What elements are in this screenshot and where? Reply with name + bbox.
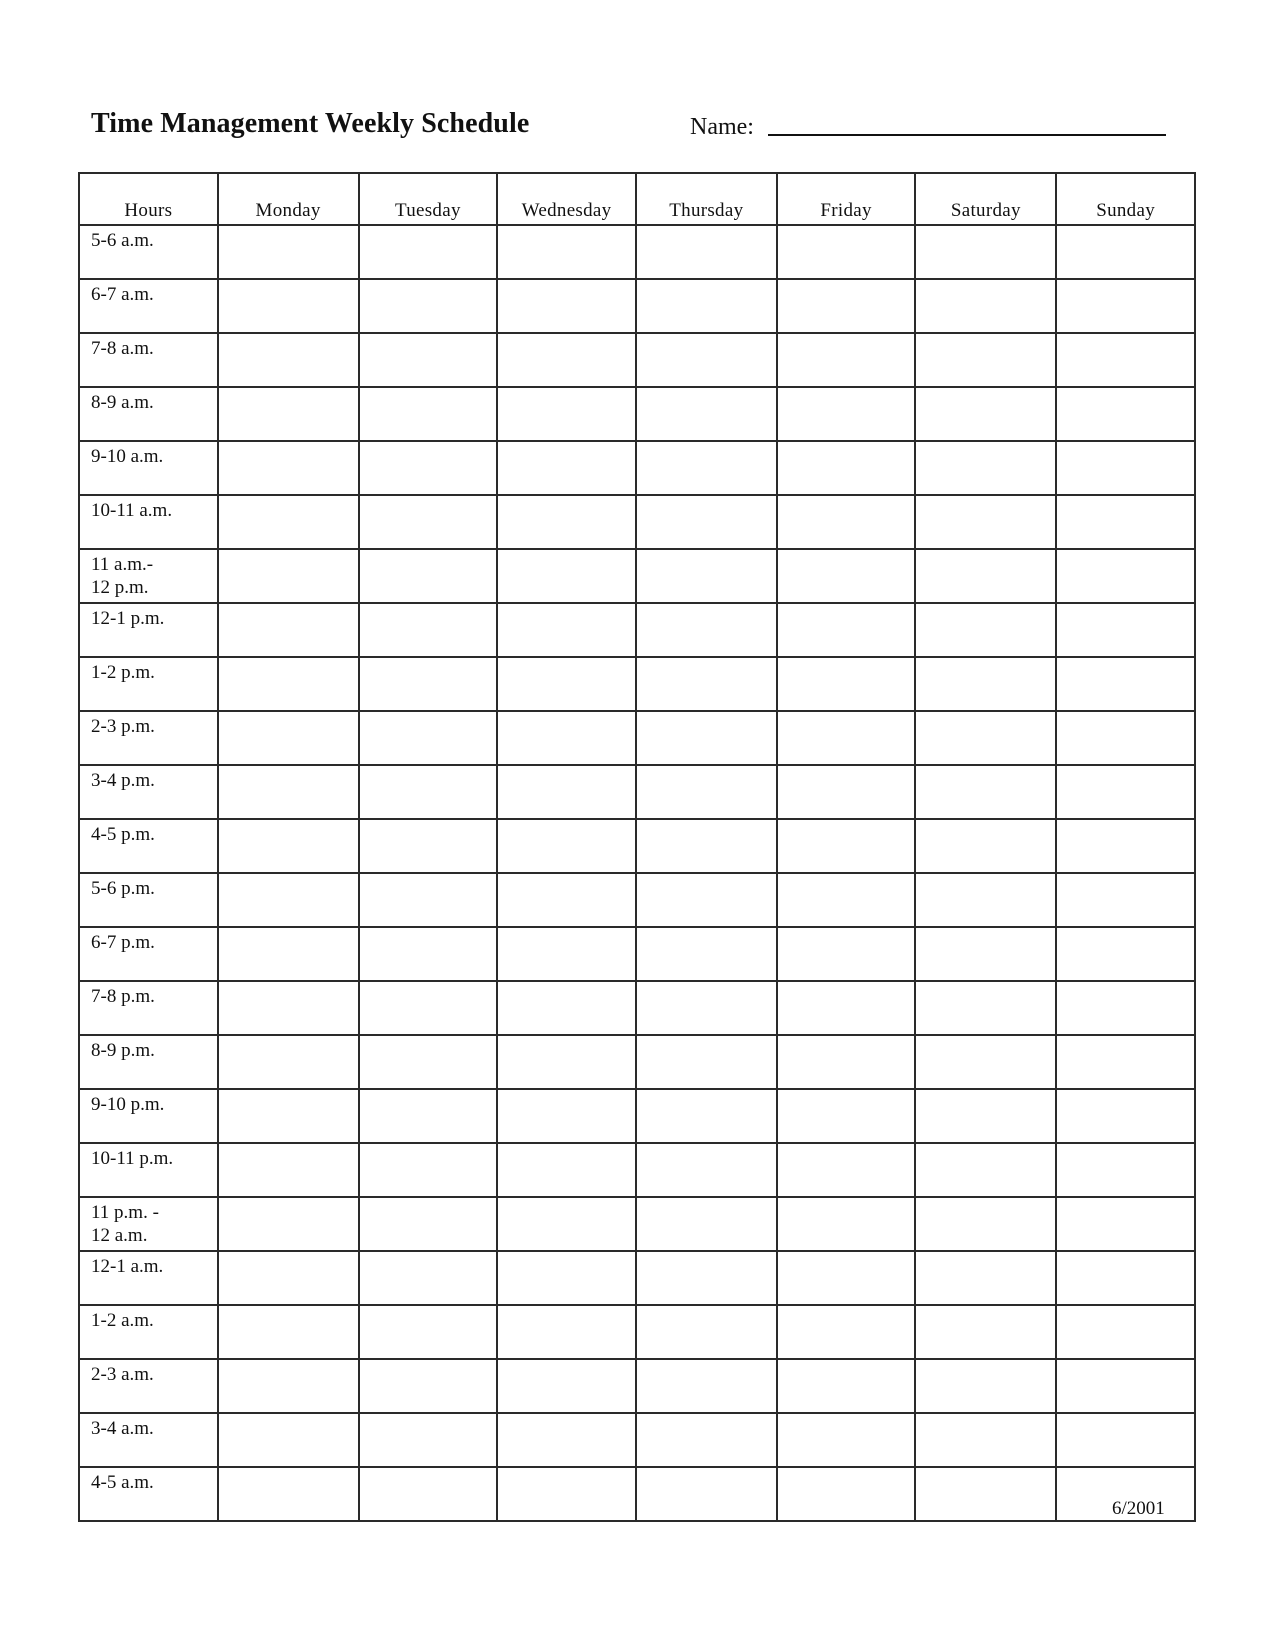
table-row xyxy=(79,927,1195,981)
schedule-cell-tuesday[interactable] xyxy=(359,1197,498,1251)
schedule-cell-monday[interactable] xyxy=(218,711,359,765)
table-row xyxy=(79,1035,1195,1089)
schedule-cell-friday[interactable] xyxy=(777,1197,916,1251)
schedule-cell-saturday[interactable] xyxy=(915,549,1056,603)
schedule-cell-monday[interactable] xyxy=(218,1359,359,1413)
schedule-cell-thursday[interactable] xyxy=(636,873,777,927)
schedule-cell-monday[interactable] xyxy=(218,765,359,819)
schedule-cell-saturday[interactable] xyxy=(915,1143,1056,1197)
hour-label: 3-4 a.m. xyxy=(79,1413,218,1467)
schedule-cell-saturday[interactable] xyxy=(915,279,1056,333)
hour-label: 2-3 a.m. xyxy=(79,1359,218,1413)
schedule-cell-tuesday[interactable] xyxy=(359,1305,498,1359)
hour-label: 1-2 a.m. xyxy=(79,1305,218,1359)
column-header-wednesday: Wednesday xyxy=(497,173,636,225)
schedule-cell-wednesday[interactable] xyxy=(497,1359,636,1413)
table-row xyxy=(79,1305,1195,1359)
schedule-cell-tuesday[interactable] xyxy=(359,387,498,441)
schedule-cell-tuesday[interactable] xyxy=(359,1089,498,1143)
hour-label: 8-9 p.m. xyxy=(79,1035,218,1089)
schedule-cell-friday[interactable] xyxy=(777,225,916,279)
schedule-cell-monday[interactable] xyxy=(218,387,359,441)
schedule-cell-saturday[interactable] xyxy=(915,1197,1056,1251)
schedule-cell-wednesday[interactable] xyxy=(497,1143,636,1197)
schedule-cell-monday[interactable] xyxy=(218,657,359,711)
schedule-cell-wednesday[interactable] xyxy=(497,711,636,765)
schedule-cell-tuesday[interactable] xyxy=(359,711,498,765)
schedule-cell-monday[interactable] xyxy=(218,495,359,549)
schedule-cell-thursday[interactable] xyxy=(636,657,777,711)
hour-label: 6-7 a.m. xyxy=(79,279,218,333)
schedule-cell-saturday[interactable] xyxy=(915,981,1056,1035)
schedule-cell-saturday[interactable] xyxy=(915,819,1056,873)
schedule-cell-tuesday[interactable] xyxy=(359,981,498,1035)
schedule-body xyxy=(79,225,1195,1521)
table-row xyxy=(79,1251,1195,1305)
hour-label: 6-7 p.m. xyxy=(79,927,218,981)
table-row xyxy=(79,441,1195,495)
schedule-cell-wednesday[interactable] xyxy=(497,603,636,657)
hour-label: 1-2 p.m. xyxy=(79,657,218,711)
table-row xyxy=(79,711,1195,765)
schedule-cell-thursday[interactable] xyxy=(636,765,777,819)
table-row xyxy=(79,1197,1195,1251)
schedule-cell-sunday[interactable] xyxy=(1056,711,1195,765)
schedule-cell-thursday[interactable] xyxy=(636,495,777,549)
schedule-cell-monday[interactable] xyxy=(218,1035,359,1089)
table-row xyxy=(79,603,1195,657)
schedule-cell-tuesday[interactable] xyxy=(359,1413,498,1467)
schedule-cell-tuesday[interactable] xyxy=(359,1359,498,1413)
schedule-cell-friday[interactable] xyxy=(777,387,916,441)
schedule-cell-saturday[interactable] xyxy=(915,927,1056,981)
schedule-cell-sunday[interactable] xyxy=(1056,1143,1195,1197)
hour-label: 9-10 p.m. xyxy=(79,1089,218,1143)
column-header-monday: Monday xyxy=(218,173,359,225)
schedule-cell-sunday[interactable] xyxy=(1056,765,1195,819)
schedule-cell-friday[interactable] xyxy=(777,333,916,387)
schedule-cell-saturday[interactable] xyxy=(915,387,1056,441)
schedule-cell-thursday[interactable] xyxy=(636,387,777,441)
hour-label: 8-9 a.m. xyxy=(79,387,218,441)
schedule-cell-friday[interactable] xyxy=(777,1035,916,1089)
schedule-cell-sunday[interactable] xyxy=(1056,549,1195,603)
table-row xyxy=(79,1143,1195,1197)
schedule-cell-friday[interactable] xyxy=(777,1143,916,1197)
schedule-cell-tuesday[interactable] xyxy=(359,441,498,495)
schedule-cell-monday[interactable] xyxy=(218,225,359,279)
schedule-cell-monday[interactable] xyxy=(218,927,359,981)
hour-label: 12-1 p.m. xyxy=(79,603,218,657)
hour-label: 12-1 a.m. xyxy=(79,1251,218,1305)
schedule-cell-wednesday[interactable] xyxy=(497,1197,636,1251)
schedule-cell-tuesday[interactable] xyxy=(359,765,498,819)
schedule-cell-wednesday[interactable] xyxy=(497,225,636,279)
hour-label: 9-10 a.m. xyxy=(79,441,218,495)
hour-label: 10-11 p.m. xyxy=(79,1143,218,1197)
schedule-cell-sunday[interactable] xyxy=(1056,225,1195,279)
schedule-cell-saturday[interactable] xyxy=(915,1467,1056,1521)
header-row xyxy=(79,173,1195,225)
schedule-cell-wednesday[interactable] xyxy=(497,1035,636,1089)
table-row xyxy=(79,279,1195,333)
schedule-cell-sunday[interactable] xyxy=(1056,819,1195,873)
table-row xyxy=(79,1467,1195,1521)
schedule-cell-saturday[interactable] xyxy=(915,1035,1056,1089)
name-area xyxy=(690,114,1166,141)
schedule-cell-thursday[interactable] xyxy=(636,1251,777,1305)
schedule-cell-saturday[interactable] xyxy=(915,495,1056,549)
schedule-cell-saturday[interactable] xyxy=(915,225,1056,279)
schedule-cell-friday[interactable] xyxy=(777,1467,916,1521)
schedule-cell-wednesday[interactable] xyxy=(497,1413,636,1467)
schedule-cell-friday[interactable] xyxy=(777,765,916,819)
schedule-cell-monday[interactable] xyxy=(218,549,359,603)
table-row xyxy=(79,873,1195,927)
schedule-cell-wednesday[interactable] xyxy=(497,1305,636,1359)
schedule-cell-saturday[interactable] xyxy=(915,657,1056,711)
schedule-cell-sunday[interactable] xyxy=(1056,1197,1195,1251)
weekly-schedule-table xyxy=(78,172,1196,1522)
schedule-cell-sunday[interactable] xyxy=(1056,657,1195,711)
schedule-cell-wednesday[interactable] xyxy=(497,1251,636,1305)
schedule-cell-friday[interactable] xyxy=(777,927,916,981)
schedule-cell-sunday[interactable] xyxy=(1056,333,1195,387)
schedule-cell-monday[interactable] xyxy=(218,1197,359,1251)
schedule-cell-friday[interactable] xyxy=(777,549,916,603)
schedule-cell-friday[interactable] xyxy=(777,711,916,765)
schedule-cell-thursday[interactable] xyxy=(636,1305,777,1359)
schedule-cell-friday[interactable] xyxy=(777,981,916,1035)
schedule-cell-wednesday[interactable] xyxy=(497,765,636,819)
schedule-cell-thursday[interactable] xyxy=(636,981,777,1035)
schedule-cell-thursday[interactable] xyxy=(636,1359,777,1413)
schedule-cell-sunday[interactable] xyxy=(1056,1359,1195,1413)
schedule-cell-thursday[interactable] xyxy=(636,441,777,495)
schedule-cell-thursday[interactable] xyxy=(636,603,777,657)
schedule-cell-thursday[interactable] xyxy=(636,1143,777,1197)
schedule-cell-sunday[interactable] xyxy=(1056,495,1195,549)
column-header-friday: Friday xyxy=(777,173,916,225)
hour-label: 7-8 p.m. xyxy=(79,981,218,1035)
schedule-cell-sunday[interactable] xyxy=(1056,873,1195,927)
schedule-cell-saturday[interactable] xyxy=(915,1089,1056,1143)
schedule-cell-saturday[interactable] xyxy=(915,333,1056,387)
hour-label: 4-5 a.m. xyxy=(79,1467,218,1521)
schedule-cell-wednesday[interactable] xyxy=(497,1467,636,1521)
schedule-cell-wednesday[interactable] xyxy=(497,981,636,1035)
schedule-cell-wednesday[interactable] xyxy=(497,873,636,927)
schedule-cell-tuesday[interactable] xyxy=(359,657,498,711)
schedule-cell-thursday[interactable] xyxy=(636,819,777,873)
schedule-cell-friday[interactable] xyxy=(777,873,916,927)
schedule-cell-sunday[interactable] xyxy=(1056,1251,1195,1305)
schedule-cell-monday[interactable] xyxy=(218,819,359,873)
schedule-cell-friday[interactable] xyxy=(777,1413,916,1467)
schedule-cell-wednesday[interactable] xyxy=(497,441,636,495)
schedule-cell-wednesday[interactable] xyxy=(497,1089,636,1143)
schedule-cell-tuesday[interactable] xyxy=(359,333,498,387)
schedule-cell-monday[interactable] xyxy=(218,1467,359,1521)
schedule-cell-tuesday[interactable] xyxy=(359,1467,498,1521)
table-row xyxy=(79,1413,1195,1467)
schedule-cell-saturday[interactable] xyxy=(915,1251,1056,1305)
schedule-cell-friday[interactable] xyxy=(777,819,916,873)
table-row xyxy=(79,387,1195,441)
hour-label: 3-4 p.m. xyxy=(79,765,218,819)
name-label: Name: xyxy=(690,114,754,140)
schedule-cell-saturday[interactable] xyxy=(915,1359,1056,1413)
footer-date: 6/2001 xyxy=(1112,1498,1165,1519)
schedule-cell-thursday[interactable] xyxy=(636,711,777,765)
schedule-cell-wednesday[interactable] xyxy=(497,549,636,603)
table-row xyxy=(79,549,1195,603)
schedule-cell-tuesday[interactable] xyxy=(359,1035,498,1089)
schedule-cell-monday[interactable] xyxy=(218,1089,359,1143)
hour-label: 11 a.m.- 12 p.m. xyxy=(79,549,218,603)
schedule-cell-sunday[interactable] xyxy=(1056,1089,1195,1143)
schedule-cell-friday[interactable] xyxy=(777,279,916,333)
schedule-cell-wednesday[interactable] xyxy=(497,495,636,549)
table-row xyxy=(79,981,1195,1035)
schedule-cell-monday[interactable] xyxy=(218,1143,359,1197)
table-row xyxy=(79,333,1195,387)
schedule-cell-tuesday[interactable] xyxy=(359,225,498,279)
schedule-cell-tuesday[interactable] xyxy=(359,549,498,603)
schedule-cell-wednesday[interactable] xyxy=(497,387,636,441)
schedule-cell-monday[interactable] xyxy=(218,981,359,1035)
schedule-cell-wednesday[interactable] xyxy=(497,927,636,981)
schedule-cell-saturday[interactable] xyxy=(915,711,1056,765)
schedule-cell-monday[interactable] xyxy=(218,1251,359,1305)
name-blank-line[interactable] xyxy=(768,134,1166,136)
schedule-cell-sunday[interactable] xyxy=(1056,927,1195,981)
schedule-cell-saturday[interactable] xyxy=(915,765,1056,819)
schedule-cell-thursday[interactable] xyxy=(636,1089,777,1143)
schedule-cell-friday[interactable] xyxy=(777,1359,916,1413)
table-row xyxy=(79,657,1195,711)
schedule-cell-friday[interactable] xyxy=(777,441,916,495)
schedule-cell-thursday[interactable] xyxy=(636,279,777,333)
hour-label: 2-3 p.m. xyxy=(79,711,218,765)
page-title: Time Management Weekly Schedule xyxy=(91,108,530,139)
hour-label: 5-6 a.m. xyxy=(79,225,218,279)
table-row xyxy=(79,495,1195,549)
schedule-cell-friday[interactable] xyxy=(777,1089,916,1143)
hour-label: 7-8 a.m. xyxy=(79,333,218,387)
schedule-cell-sunday[interactable] xyxy=(1056,279,1195,333)
column-header-tuesday: Tuesday xyxy=(359,173,498,225)
schedule-cell-saturday[interactable] xyxy=(915,603,1056,657)
schedule-cell-monday[interactable] xyxy=(218,1305,359,1359)
schedule-cell-tuesday[interactable] xyxy=(359,873,498,927)
schedule-cell-thursday[interactable] xyxy=(636,549,777,603)
table-row xyxy=(79,225,1195,279)
schedule-cell-thursday[interactable] xyxy=(636,1035,777,1089)
schedule-cell-wednesday[interactable] xyxy=(497,279,636,333)
hour-label: 10-11 a.m. xyxy=(79,495,218,549)
schedule-cell-tuesday[interactable] xyxy=(359,603,498,657)
hour-label: 5-6 p.m. xyxy=(79,873,218,927)
schedule-cell-tuesday[interactable] xyxy=(359,495,498,549)
schedule-cell-thursday[interactable] xyxy=(636,225,777,279)
schedule-cell-friday[interactable] xyxy=(777,603,916,657)
table-row xyxy=(79,1089,1195,1143)
schedule-cell-thursday[interactable] xyxy=(636,333,777,387)
table-row xyxy=(79,1359,1195,1413)
schedule-cell-friday[interactable] xyxy=(777,657,916,711)
schedule-cell-wednesday[interactable] xyxy=(497,657,636,711)
schedule-cell-friday[interactable] xyxy=(777,495,916,549)
schedule-cell-sunday[interactable] xyxy=(1056,981,1195,1035)
schedule-cell-tuesday[interactable] xyxy=(359,1251,498,1305)
schedule-cell-thursday[interactable] xyxy=(636,1197,777,1251)
column-header-sunday: Sunday xyxy=(1056,173,1195,225)
schedule-cell-monday[interactable] xyxy=(218,873,359,927)
hour-label: 11 p.m. - 12 a.m. xyxy=(79,1197,218,1251)
schedule-cell-thursday[interactable] xyxy=(636,1467,777,1521)
schedule-cell-monday[interactable] xyxy=(218,279,359,333)
schedule-cell-monday[interactable] xyxy=(218,333,359,387)
schedule-cell-sunday[interactable] xyxy=(1056,441,1195,495)
schedule-cell-tuesday[interactable] xyxy=(359,279,498,333)
schedule-cell-tuesday[interactable] xyxy=(359,1143,498,1197)
schedule-cell-sunday[interactable] xyxy=(1056,1305,1195,1359)
schedule-cell-saturday[interactable] xyxy=(915,873,1056,927)
table-row xyxy=(79,819,1195,873)
schedule-cell-saturday[interactable] xyxy=(915,1305,1056,1359)
schedule-cell-saturday[interactable] xyxy=(915,441,1056,495)
schedule-cell-monday[interactable] xyxy=(218,441,359,495)
schedule-cell-sunday[interactable] xyxy=(1056,1035,1195,1089)
schedule-cell-wednesday[interactable] xyxy=(497,333,636,387)
schedule-cell-saturday[interactable] xyxy=(915,1413,1056,1467)
schedule-cell-tuesday[interactable] xyxy=(359,927,498,981)
schedule-cell-wednesday[interactable] xyxy=(497,819,636,873)
schedule-cell-friday[interactable] xyxy=(777,1251,916,1305)
schedule-cell-sunday[interactable] xyxy=(1056,387,1195,441)
hour-label: 4-5 p.m. xyxy=(79,819,218,873)
schedule-cell-sunday[interactable] xyxy=(1056,603,1195,657)
schedule-cell-tuesday[interactable] xyxy=(359,819,498,873)
column-header-thursday: Thursday xyxy=(636,173,777,225)
schedule-cell-friday[interactable] xyxy=(777,1305,916,1359)
schedule-cell-monday[interactable] xyxy=(218,603,359,657)
table-row xyxy=(79,765,1195,819)
schedule-cell-thursday[interactable] xyxy=(636,1413,777,1467)
schedule-cell-thursday[interactable] xyxy=(636,927,777,981)
column-header-saturday: Saturday xyxy=(915,173,1056,225)
schedule-cell-monday[interactable] xyxy=(218,1413,359,1467)
schedule-cell-sunday[interactable] xyxy=(1056,1413,1195,1467)
column-header-hours: Hours xyxy=(79,173,218,225)
